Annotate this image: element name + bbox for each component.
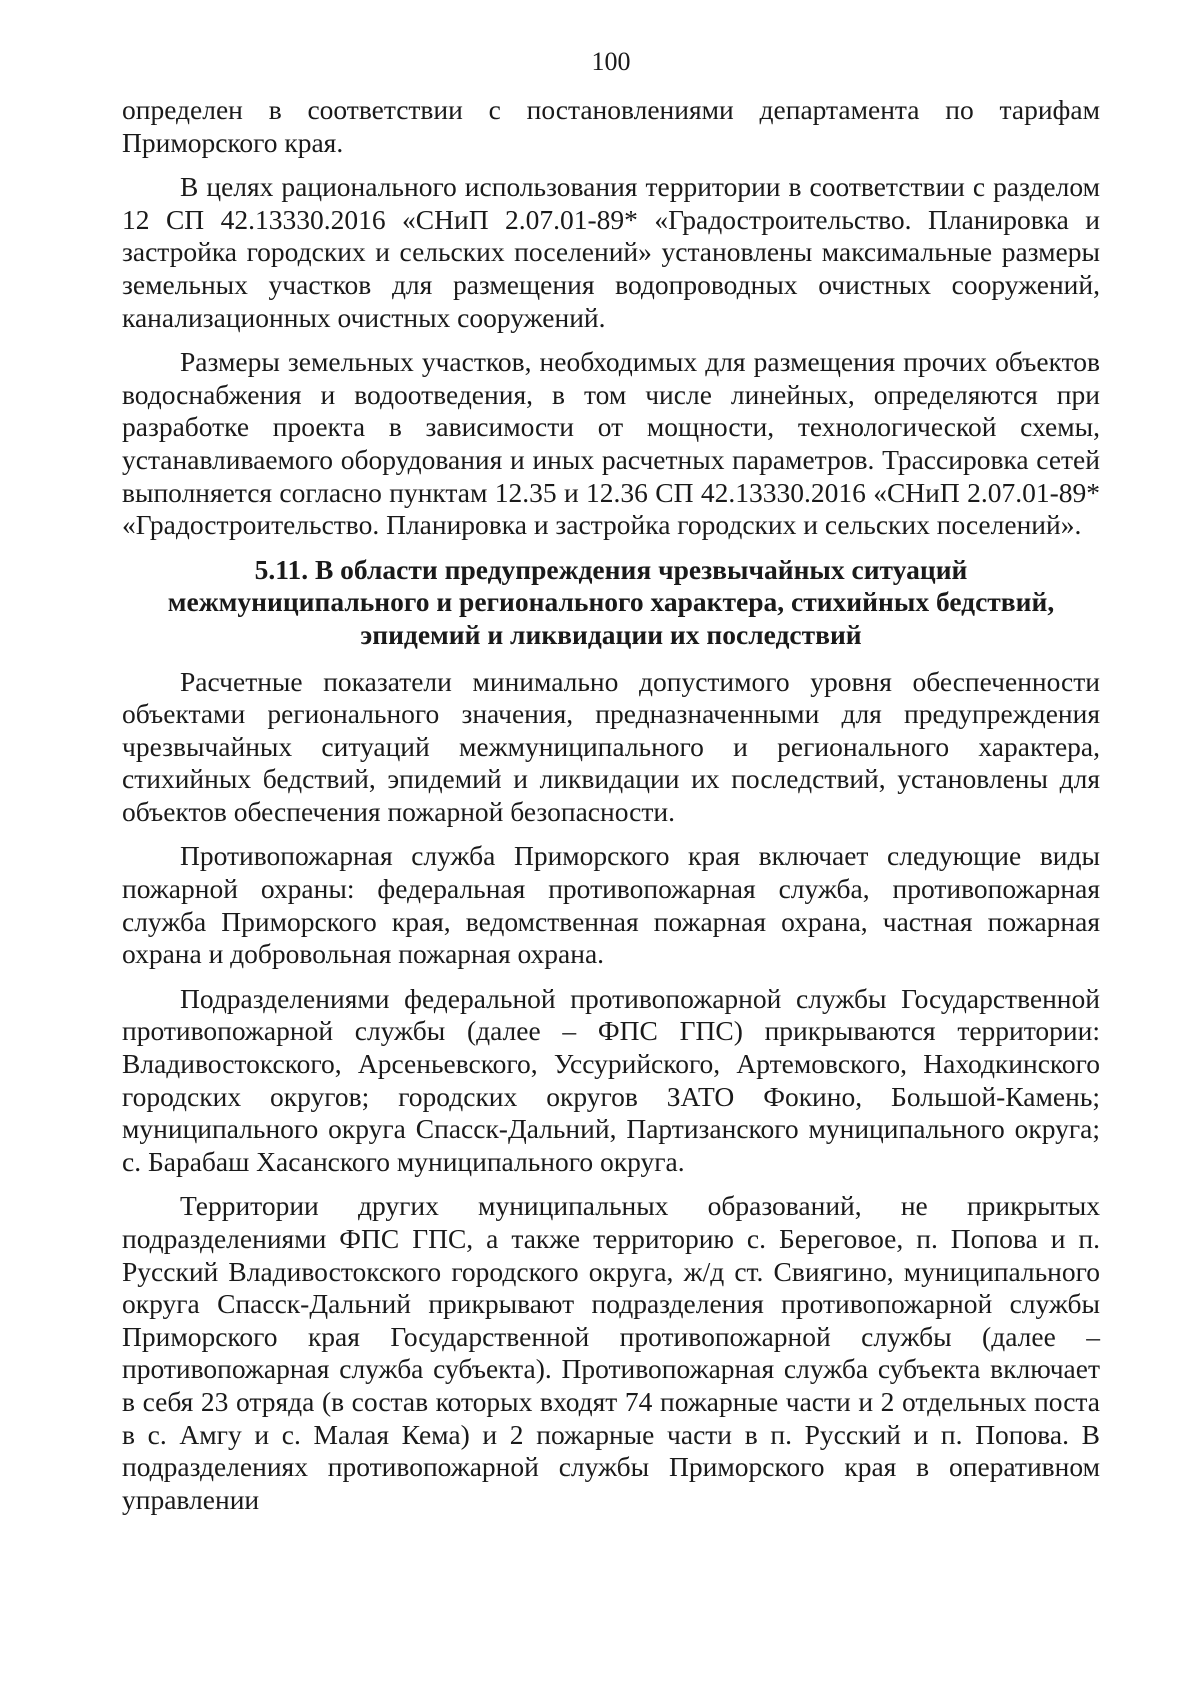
paragraph-tariffs: определен в соответствии с постановлениями департамента по тарифам Приморского края.	[122, 94, 1100, 158]
section-heading: 5.11. В области предупреждения чрезвычайных ситуаций межмуниципального и регионального характера, стихийных бедствий, эпидемий и ликвидации их последствий	[167, 553, 1055, 650]
paragraph-land-plot-sizes: Размеры земельных участков, необходимых для размещения прочих объектов водоснабжения и водоотведения, в том числе линейных, определяются при разработке проекта в зависимости от мощности, технологической схемы, устанавливаемого оборудования и иных расчетных параметров. Трассировка сетей выполняется согласно пунктам 12.35 и 12.36 СП 42.13330.2016 «СНиП 2.07.01-89* «Градостроительство. Планировка и застройка городских и сельских поселений».	[122, 346, 1100, 541]
page-number: 100	[591, 47, 631, 76]
paragraph-territory-use: В целях рационального использования территории в соответствии с разделом 12 СП 42.13330.2016 «СНиП 2.07.01-89* «Градостроительство. Планировка и застройка городских и сельских поселений» установлены максимальные размеры земельных участков для размещения водопроводных очистных сооружений, канализационных очистных сооружений.	[122, 171, 1100, 333]
paragraph-regional-fire-service: Территории других муниципальных образований, не прикрытых подразделениями ФПС ГПС, а также территорию с. Береговое, п. Попова и п. Русский Владивостокского городского округа, ж/д ст. Свиягино, муниципального округа Спасск-Дальний прикрывают подразделения противопожарной службы Приморского края Государственной противопожарной службы (далее – противопожарная служба субъекта). Противопожарная служба субъекта включает в себя 23 отряда (в состав которых входят 74 пожарные части и 2 отдельных поста в с. Амгу и с. Малая Кема) и 2 пожарные части в п. Русский и п. Попова. В подразделениях противопожарной службы Приморского края в оперативном управлении	[122, 1190, 1100, 1515]
paragraph-fire-service-types: Противопожарная служба Приморского края включает следующие виды пожарной охраны: федеральная противопожарная служба, противопожарная служба Приморского края, ведомственная пожарная охрана, частная пожарная охрана и добровольная пожарная охрана.	[122, 840, 1100, 970]
paragraph-federal-fire-service: Подразделениями федеральной противопожарной службы Государственной противопожарной службы (далее – ФПС ГПС) прикрываются территории: Владивостокского, Арсеньевского, Уссурийского, Артемовского, Находкинского городских округов; городских округов ЗАТО Фокино, Большой-Камень; муниципального округа Спасск-Дальний, Партизанского муниципального округа; с. Барабаш Хасанского муниципального округа.	[122, 982, 1100, 1177]
paragraph-calculation-indicators: Расчетные показатели минимально допустимого уровня обеспеченности объектами регионального значения, предназначенными для предупреждения чрезвычайных ситуаций межмуниципального и регионального характера, стихийных бедствий, эпидемий и ликвидации их последствий, установлены для объектов обеспечения пожарной безопасности.	[122, 665, 1100, 827]
